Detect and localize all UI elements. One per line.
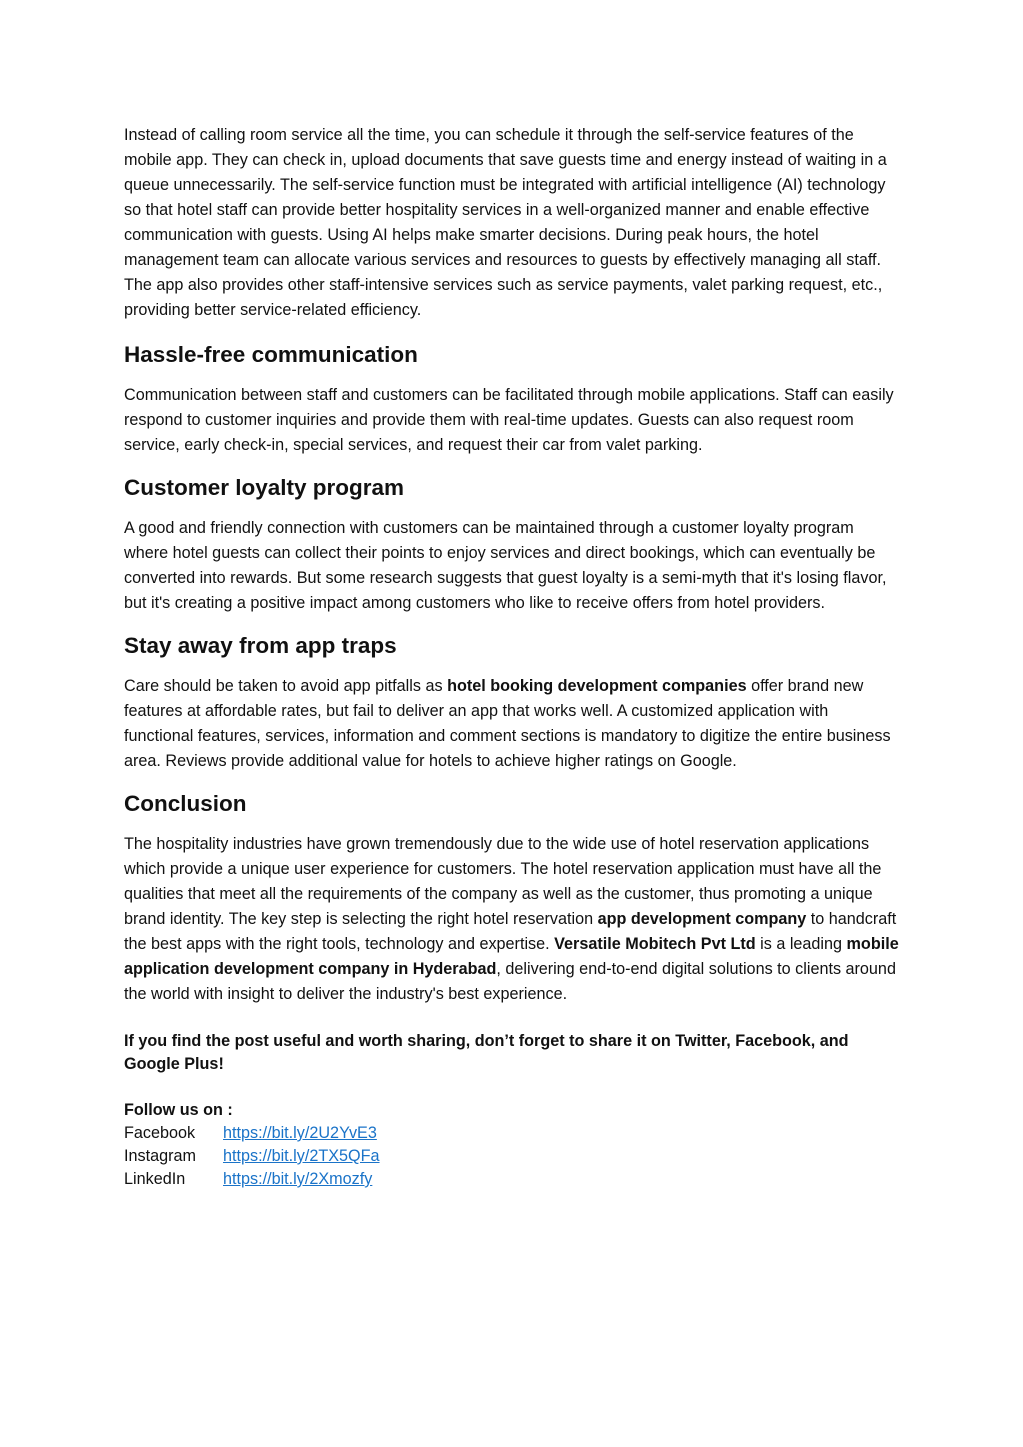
conclusion-bold-2: Versatile Mobitech Pvt Ltd — [554, 935, 756, 953]
traps-text-2: offer brand new features at affordable rates, but fail to deliver an app that works well. A customized application with functional features, services, information and comment sections is mandatory to digitize the entire business area. Reviews provide additional value for hotels to achieve higher ratings on Google. — [124, 677, 891, 770]
section-app-traps — [124, 631, 900, 774]
conclusion-text-1: The hospitality industries have grown tremendously due to the wide use of hotel reservation applications which provide a unique user experience for customers. The hotel reservation application must have all the qualities that meet all the requirements of the company as well as the customer, thus promoting a unique brand identity. The key step is selecting the right hotel reservation — [124, 835, 882, 928]
conclusion-bold-3: mobile application development company in Hyderabad — [124, 935, 899, 978]
conclusion-text-3: is a leading — [755, 935, 847, 953]
conclusion-bold-1: app development company — [597, 910, 807, 928]
section-conclusion — [124, 789, 900, 1007]
conclusion-text-2: to handcraft the best apps with the right tools, technology and expertise. — [124, 910, 897, 953]
instagram-label: Instagram — [124, 1147, 196, 1165]
heading-loyalty: Customer loyalty program — [124, 475, 405, 500]
traps-bold-1: hotel booking development companies — [447, 677, 747, 695]
paragraph-conclusion — [124, 832, 900, 1007]
follow-title: Follow us on : — [124, 1101, 233, 1119]
intro-paragraph: Instead of calling room service all the time, you can schedule it through the self-service features of the mobile app. They can check in, upload documents that save guests time and energy instead of waiting in a queue unnecessarily. The self-service function must be integrated with artificial intelligence (AI) technology so that hotel staff can provide better hospitality services in a well-organized manner and enable effective communication with guests. Using AI helps make smarter decisions. During peak hours, the hotel management team can allocate various services and resources to guests by effectively managing all staff. The app also provides other staff-intensive services such as service payments, valet parking request, etc., providing better service-related efficiency. — [124, 126, 887, 319]
section-loyalty — [124, 473, 900, 616]
share-note: If you find the post useful and worth sharing, don’t forget to share it on Twitter, Facebook, and Google Plus! — [124, 1032, 849, 1073]
traps-text-1: Care should be taken to avoid app pitfalls as — [124, 677, 448, 695]
paragraph-app-traps — [124, 674, 900, 774]
paragraph-loyalty: A good and friendly connection with customers can be maintained through a customer loyalty program where hotel guests can collect their points to enjoy services and direct bookings, which can eventually be converted into rewards. But some research suggests that guest loyalty is a semi-myth that it's losing flavor, but it's creating a positive impact among customers who like to receive offers from hotel providers. — [124, 519, 887, 612]
heading-conclusion: Conclusion — [124, 791, 247, 816]
paragraph-communication: Communication between staff and customers can be facilitated through mobile applications. Staff can easily respond to customer inquiries and provide them with real-time updates. Guests can also request room service, early check-in, special services, and request their car from valet parking. — [124, 386, 894, 454]
section-communication — [124, 340, 900, 458]
linkedin-link[interactable]: https://bit.ly/2Xmozfy — [223, 1170, 373, 1188]
facebook-link[interactable]: https://bit.ly/2U2YvE3 — [223, 1124, 377, 1142]
conclusion-text-4: , delivering end-to-end digital solutions to clients around the world with insight to deliver the industry's best experience. — [124, 960, 896, 1003]
linkedin-label: LinkedIn — [124, 1170, 186, 1188]
social-links — [124, 1122, 900, 1191]
document-body — [124, 123, 900, 1191]
instagram-link[interactable]: https://bit.ly/2TX5QFa — [223, 1147, 380, 1165]
facebook-label: Facebook — [124, 1124, 196, 1142]
heading-communication: Hassle-free communication — [124, 342, 418, 367]
heading-app-traps: Stay away from app traps — [124, 633, 397, 658]
